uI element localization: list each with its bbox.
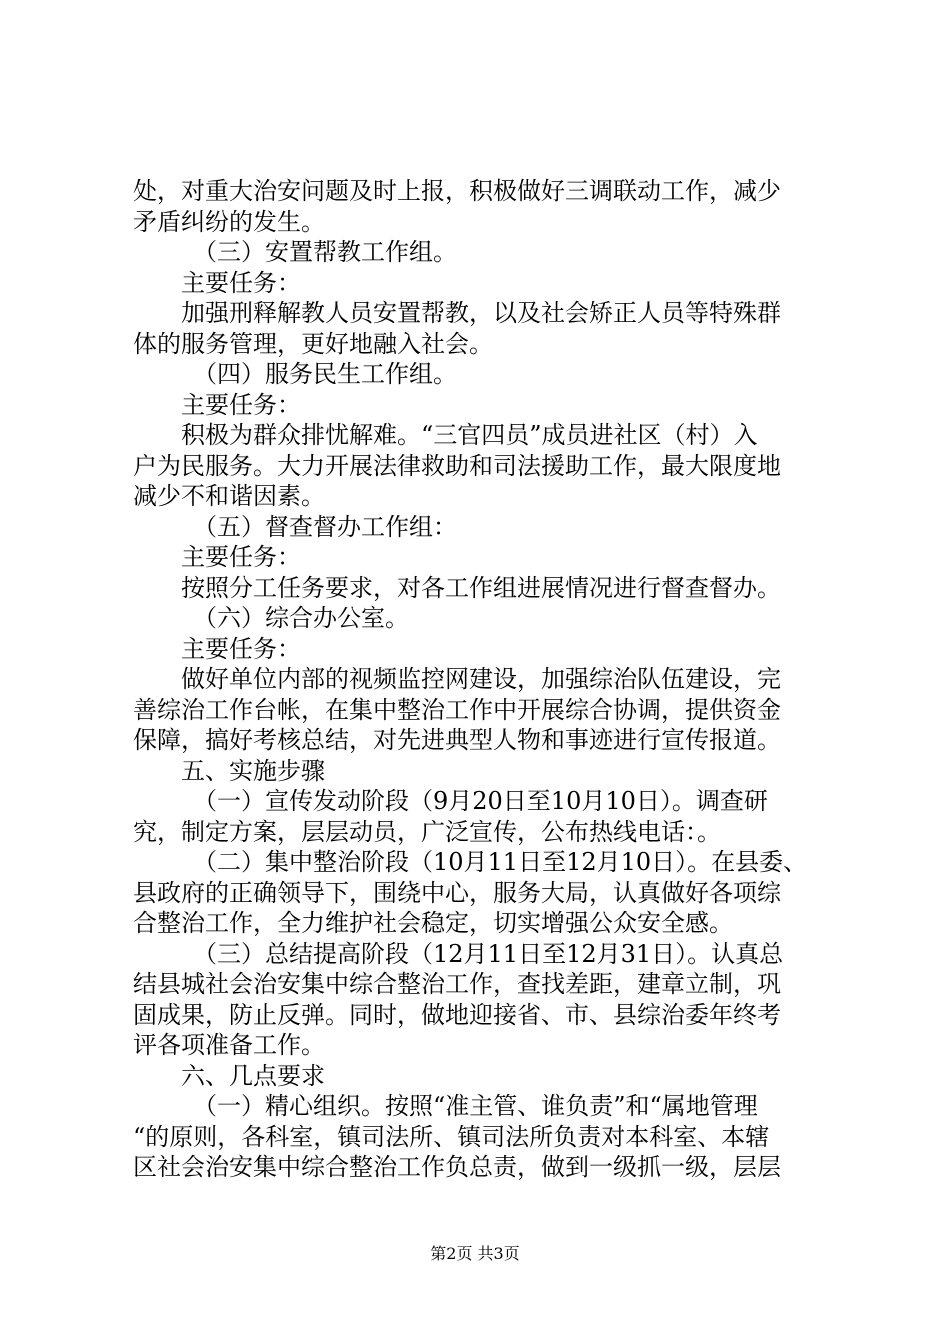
text-line: 县政府的正确领导下，围绕中心，服务大局，认真做好各项综 xyxy=(133,878,781,907)
text-line: 处，对重大治安问题及时上报，积极做好三调联动工作，减少 xyxy=(133,177,781,205)
text-line: 区社会治安集中综合整治工作负总责，做到一级抓一级，层层 xyxy=(133,1153,781,1181)
text-line: （一）精心组织。按照“准主管、谁负责”和“属地管理 xyxy=(193,1092,758,1120)
text-line: （六）综合办公室。 xyxy=(193,604,409,632)
text-line: 主要任务： xyxy=(181,543,301,571)
text-line: 主要任务： xyxy=(181,634,301,663)
text-line: 五、实施步骤 xyxy=(181,756,325,785)
text-line: （五）督查督办工作组： xyxy=(193,512,457,541)
text-line: 减少不和谐因素。 xyxy=(133,482,325,510)
text-line: （一）宣传发动阶段（9月20日至10月10日）。调查研 xyxy=(193,787,768,815)
text-line: 积极为群众排忧解难。“三官四员”成员进社区（村）入 xyxy=(181,421,758,449)
text-line: 保障，搞好考核总结，对先进典型人物和事迹进行宣传报道。 xyxy=(133,726,781,754)
text-line: 评各项准备工作。 xyxy=(133,1031,325,1059)
text-line: 究，制定方案，层层动员，广泛宣传，公布热线电话：。 xyxy=(133,817,721,846)
text-line: 主要任务： xyxy=(181,268,301,297)
text-line: 加强刑释解教人员安置帮教，以及社会矫正人员等特殊群 xyxy=(181,299,781,327)
text-line: 体的服务管理，更好地融入社会。 xyxy=(133,329,493,358)
text-line: 做好单位内部的视频监控网建设，加强综治队伍建设，完 xyxy=(181,665,781,693)
text-line: 合整治工作，全力维护社会稳定，切实增强公众安全感。 xyxy=(133,909,733,937)
text-line: （四）服务民生工作组。 xyxy=(193,360,457,388)
text-line: 固成果，防止反弹。同时，做地迎接省、市、县综治委年终考 xyxy=(133,1000,781,1029)
text-line: （三）安置帮教工作组。 xyxy=(193,238,457,266)
text-line: 主要任务： xyxy=(181,390,301,419)
text-line: 结县城社会治安集中综合整治工作，查找差距，建章立制，巩 xyxy=(133,970,781,998)
page-footer: 第2页 共3页 xyxy=(430,1244,520,1263)
text-line: 户为民服务。大力开展法律救助和司法援助工作，最大限度地 xyxy=(133,451,781,480)
text-line: （三）总结提高阶段（12月11日至12月31日）。认真总 xyxy=(193,939,784,968)
text-line: 矛盾纠纷的发生。 xyxy=(133,207,325,236)
text-line: （二）集中整治阶段（10月11日至12月10日）。在县委、 xyxy=(193,848,808,876)
text-line: 善综治工作台帐，在集中整治工作中开展综合协调，提供资金 xyxy=(133,695,781,724)
document-body xyxy=(133,176,833,1183)
text-line: “的原则，各科室，镇司法所、镇司法所负责对本科室、本辖 xyxy=(133,1122,770,1151)
text-line: 六、几点要求 xyxy=(181,1061,325,1090)
text-line: 按照分工任务要求，对各工作组进展情况进行督查督办。 xyxy=(181,573,781,602)
